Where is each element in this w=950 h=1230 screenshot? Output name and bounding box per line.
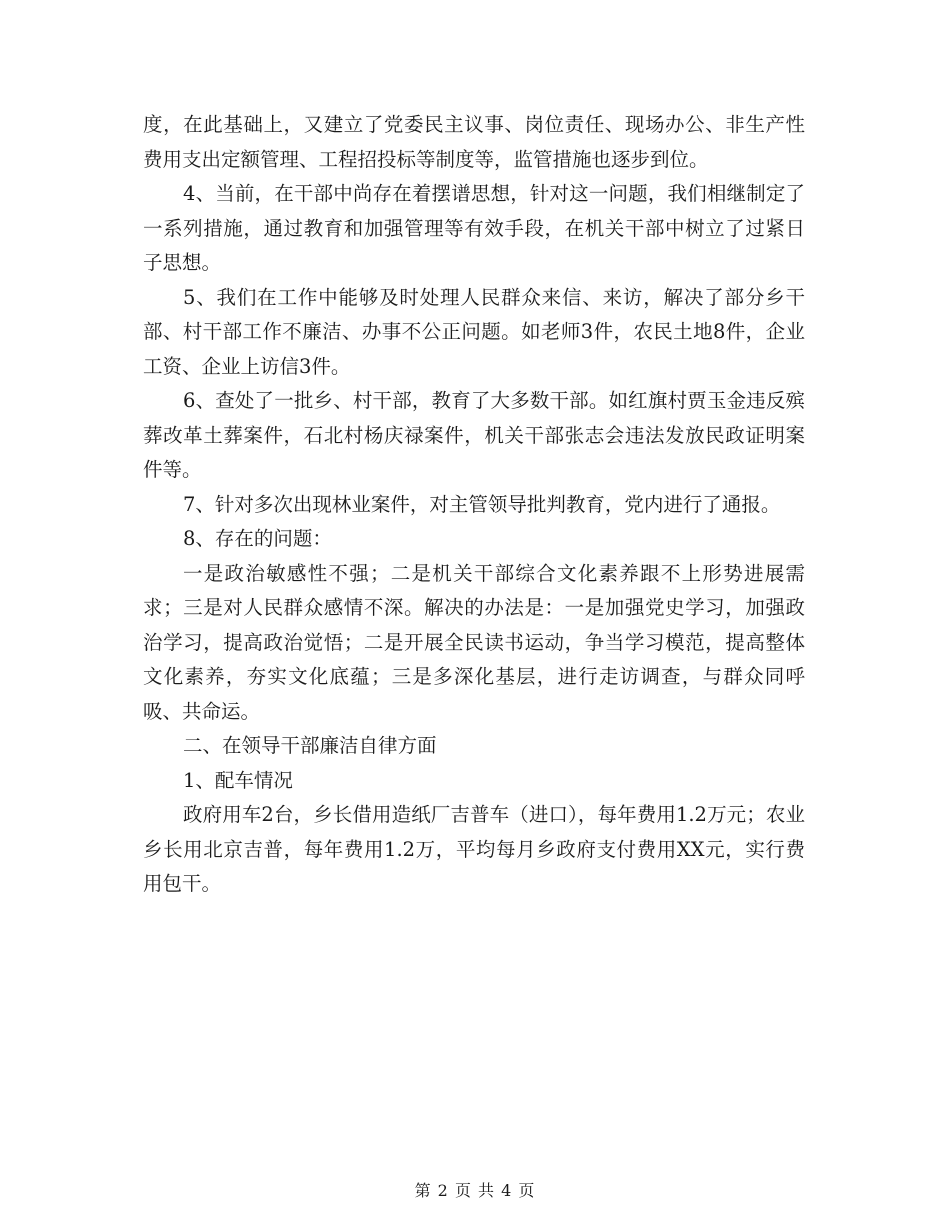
paragraph-item-5: 5、我们在工作中能够及时处理人民群众来信、来访，解决了部分乡干部、村干部工作不廉洁、办事不公正问题。如老师3件，农民土地8件，企业工资、企业上访信3件。 (143, 285, 805, 378)
paragraph-item-7: 7、针对多次出现林业案件，对主管领导批判教育，党内进行了通报。 (183, 492, 781, 516)
subheading-vehicle: 1、配车情况 (183, 768, 293, 792)
document-body (143, 108, 805, 902)
paragraph-item-4: 4、当前，在干部中尚存在着摆谱思想，针对这一问题，我们相继制定了一系列措施，通过教育和加强管理等有效手段，在机关干部中树立了过紧日子思想。 (143, 182, 805, 274)
paragraph-continuation: 度，在此基础上，又建立了党委民主议事、岗位责任、现场办公、非生产性费用支出定额管理、工程招投标等制度等，监管措施也逐步到位。 (143, 113, 805, 171)
page-footer (0, 1181, 950, 1201)
paragraph-problems: 一是政治敏感性不强；二是机关干部综合文化素养跟不上形势进展需求；三是对人民群众感情不深。解决的办法是：一是加强党史学习，加强政治学习，提高政治觉悟；二是开展全民读书运动，争当学习模范，提高整体文化素养，夯实文化底蕴；三是多深化基层，进行走访调查，与群众同呼吸、共命运。 (143, 561, 805, 723)
paragraph-item-8-heading: 8、存在的问题： (183, 527, 332, 550)
page-number-label: 第 2 页 共 4 页 (414, 1181, 536, 1200)
section-heading-self-discipline: 二、在领导干部廉洁自律方面 (183, 734, 437, 757)
paragraph-item-6: 6、查处了一批乡、村干部，教育了大多数干部。如红旗村贾玉金违反殡葬改革土葬案件，石北村杨庆禄案件，机关干部张志会违法发放民政证明案件等。 (143, 389, 805, 481)
paragraph-vehicle-details: 政府用车2台，乡长借用造纸厂吉普车（进口），每年费用1.2万元；农业乡长用北京吉普，每年费用1.2万，平均每月乡政府支付费用XX元，实行费用包干。 (143, 803, 805, 895)
